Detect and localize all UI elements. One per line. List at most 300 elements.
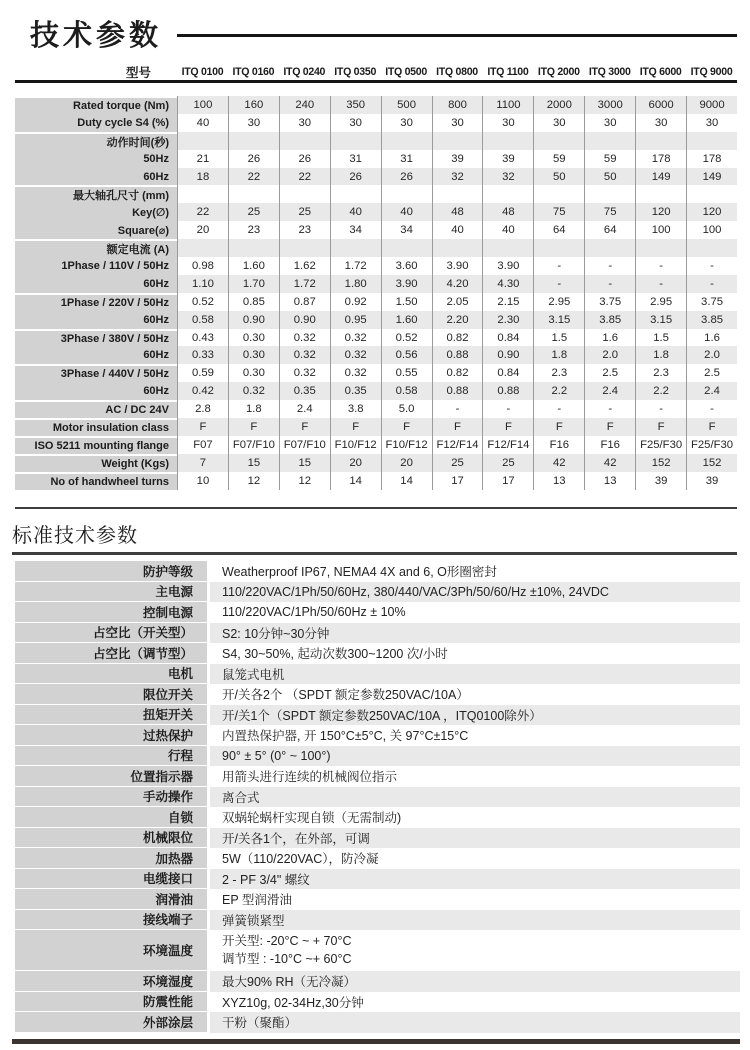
spec-value-cell: 42 <box>584 454 635 472</box>
spec-value-cell: 0.33 <box>177 346 228 364</box>
spec-table-row <box>15 418 737 436</box>
std-table-row <box>15 889 740 910</box>
spec-value-cell: 100 <box>635 221 686 239</box>
spec-value-cell: - <box>584 257 635 275</box>
spec-value-cell: 0.90 <box>228 311 279 329</box>
spec-table-row <box>15 257 737 275</box>
spec-value-cell: 30 <box>279 114 330 132</box>
spec-value-cell: 2000 <box>533 96 584 114</box>
spec-value-cell: 0.43 <box>177 329 228 347</box>
spec-row-label: 60Hz <box>15 311 177 329</box>
model-column-header: ITQ 3000 <box>588 66 631 78</box>
spec-value-cell: 0.90 <box>279 311 330 329</box>
spec-value-cell: 12 <box>228 472 279 490</box>
spec-value-cell: - <box>533 400 584 418</box>
page-title: 技术参数 <box>30 20 163 52</box>
spec-value-cell: 1.5 <box>635 329 686 347</box>
spec-value-cell: 2.2 <box>635 382 686 400</box>
spec-value-cell: 75 <box>533 203 584 221</box>
spec-value-cell <box>381 132 432 150</box>
std-table-row <box>15 971 740 992</box>
std-row-label: 防护等级 <box>15 561 207 582</box>
spec-value-cell: - <box>584 400 635 418</box>
spec-table-row <box>15 239 737 257</box>
spec-value-cell: 4.20 <box>432 275 483 293</box>
spec-value-cell: 30 <box>686 114 737 132</box>
spec-value-cell <box>177 132 228 150</box>
spec-value-cell: 15 <box>279 454 330 472</box>
spec-value-cell: 160 <box>228 96 279 114</box>
std-row-value: 弹簧锁紧型 <box>210 910 740 931</box>
spec-row-label: 1Phase / 220V / 50Hz <box>15 293 177 311</box>
model-column-header: ITQ 0100 <box>181 66 224 78</box>
spec-value-cell: F12/F14 <box>432 436 483 454</box>
spec-value-cell: 30 <box>533 114 584 132</box>
spec-value-cell: 1.72 <box>330 257 381 275</box>
spec-row-label: 60Hz <box>15 168 177 186</box>
std-row-label: 行程 <box>15 746 207 767</box>
section-title-rule <box>12 552 737 555</box>
spec-value-cell: 0.32 <box>228 382 279 400</box>
spec-value-cell: 1.8 <box>635 346 686 364</box>
spec-value-cell: 14 <box>330 472 381 490</box>
spec-value-cell: 75 <box>584 203 635 221</box>
std-table-row <box>15 930 740 971</box>
spec-value-cell: - <box>686 257 737 275</box>
spec-value-cell: F <box>432 418 483 436</box>
spec-value-cell <box>482 132 533 150</box>
std-row-value <box>210 930 740 971</box>
spec-value-cell: 120 <box>686 203 737 221</box>
spec-value-cell: F <box>330 418 381 436</box>
spec-value-cell: 3.60 <box>381 257 432 275</box>
spec-value-cell: 26 <box>330 168 381 186</box>
std-row-value: XYZ10g, 02-34Hz,30分钟 <box>222 995 364 1010</box>
spec-value-cell: 0.32 <box>279 329 330 347</box>
spec-value-cell: 1.80 <box>330 275 381 293</box>
spec-value-cell: 40 <box>330 203 381 221</box>
std-row-label: 自锁 <box>15 807 207 828</box>
spec-value-cell: 0.32 <box>330 364 381 382</box>
std-table-row <box>15 910 740 931</box>
model-column-header: ITQ 0350 <box>334 66 377 78</box>
std-row-label: 占空比（开关型） <box>15 623 207 644</box>
std-table-row <box>15 828 740 849</box>
spec-value-cell: - <box>584 275 635 293</box>
std-row-value: EP 型润滑油 <box>222 893 292 908</box>
spec-value-cell: 2.0 <box>686 346 737 364</box>
spec-table-row <box>15 311 737 329</box>
spec-value-cell <box>177 239 228 257</box>
spec-value-cell: 152 <box>686 454 737 472</box>
spec-value-cell: 50 <box>584 168 635 186</box>
spec-row-label: 50Hz <box>15 150 177 168</box>
spec-value-cell: 2.5 <box>686 364 737 382</box>
spec-value-cell: 30 <box>432 114 483 132</box>
spec-value-cell: 2.5 <box>584 364 635 382</box>
table-header-rule <box>15 80 737 83</box>
spec-value-cell <box>432 132 483 150</box>
spec-value-cell: 0.58 <box>381 382 432 400</box>
spec-value-cell: 2.2 <box>533 382 584 400</box>
std-row-value: 离合式 <box>210 787 740 808</box>
spec-value-cell: 39 <box>482 150 533 168</box>
spec-value-cell: 2.3 <box>533 364 584 382</box>
spec-row-label: 60Hz <box>15 346 177 364</box>
spec-value-cell: 0.87 <box>279 293 330 311</box>
spec-value-cell: 3.85 <box>686 311 737 329</box>
spec-value-cell: - <box>533 275 584 293</box>
std-row-value: 开/关1个（SPDT 额定参数250VAC/10A ，ITQ0100除外） <box>210 705 740 726</box>
spec-value-cell: - <box>686 400 737 418</box>
spec-value-cell: F10/F12 <box>381 436 432 454</box>
spec-value-cell: 500 <box>381 96 432 114</box>
spec-row-label: ISO 5211 mounting flange <box>15 436 177 454</box>
model-column-header: ITQ 0500 <box>385 66 427 78</box>
spec-value-cell: 40 <box>432 221 483 239</box>
spec-row-label: 3Phase / 440V / 50Hz <box>15 364 177 382</box>
model-column-header: ITQ 0160 <box>232 66 275 78</box>
spec-row-label: Motor insulation class <box>15 418 177 436</box>
spec-value-cell: 48 <box>482 203 533 221</box>
spec-value-cell: 25 <box>482 454 533 472</box>
spec-value-cell: F16 <box>533 436 584 454</box>
spec-value-cell: - <box>635 257 686 275</box>
spec-value-cell <box>330 239 381 257</box>
spec-value-cell: 9000 <box>686 96 737 114</box>
std-table-row <box>15 869 740 890</box>
std-row-value: Weatherproof IP67, NEMA4 4X and 6, O形圈密封 <box>222 565 497 580</box>
std-table-row <box>15 643 740 664</box>
spec-value-cell <box>330 185 381 203</box>
std-row-label: 环境温度 <box>15 930 207 971</box>
spec-table-row <box>15 275 737 293</box>
spec-value-cell: 3000 <box>584 96 635 114</box>
spec-value-cell: 20 <box>177 221 228 239</box>
spec-value-cell: 7 <box>177 454 228 472</box>
page-bottom-rule <box>12 1039 740 1044</box>
spec-value-cell: 23 <box>228 221 279 239</box>
std-row-label: 过热保护 <box>15 725 207 746</box>
spec-value-cell: F07/F10 <box>228 436 279 454</box>
std-table-row <box>15 992 740 1013</box>
spec-value-cell: F <box>482 418 533 436</box>
spec-value-cell: 15 <box>228 454 279 472</box>
spec-value-cell: 0.98 <box>177 257 228 275</box>
std-row-value: 用箭头进行连续的机械阀位指示 <box>222 770 398 785</box>
spec-value-cell: - <box>432 400 483 418</box>
std-table-row <box>15 1012 740 1033</box>
spec-value-cell: 31 <box>330 150 381 168</box>
spec-value-cell <box>279 132 330 150</box>
spec-value-cell: 1.5 <box>533 329 584 347</box>
spec-value-cell: 0.95 <box>330 311 381 329</box>
spec-value-cell: 2.4 <box>279 400 330 418</box>
spec-value-cell: 0.92 <box>330 293 381 311</box>
spec-value-cell: 0.58 <box>177 311 228 329</box>
spec-value-cell <box>279 239 330 257</box>
spec-value-cell: 26 <box>279 150 330 168</box>
std-row-value: 内置热保护器, 开 150°C±5°C, 关 97°C±15°C <box>222 729 469 744</box>
spec-value-cell: 2.3 <box>635 364 686 382</box>
spec-value-cell: 12 <box>279 472 330 490</box>
spec-value-cell <box>686 239 737 257</box>
spec-row-label: 额定电流 (A) <box>15 239 177 257</box>
spec-value-cell <box>228 185 279 203</box>
spec-table-row <box>15 185 737 203</box>
spec-value-cell: 1100 <box>482 96 533 114</box>
spec-value-cell: 2.20 <box>432 311 483 329</box>
spec-value-cell: 1.8 <box>228 400 279 418</box>
spec-value-cell: 40 <box>482 221 533 239</box>
spec-value-cell: F <box>381 418 432 436</box>
spec-row-label: No of handwheel turns <box>15 472 177 490</box>
spec-value-cell: 4.30 <box>482 275 533 293</box>
spec-row-label: 1Phase / 110V / 50Hz <box>15 257 177 275</box>
std-table-row <box>15 766 740 787</box>
spec-table-row <box>15 96 737 114</box>
spec-value-cell: 178 <box>635 150 686 168</box>
spec-value-cell: 59 <box>584 150 635 168</box>
spec-value-cell: 34 <box>330 221 381 239</box>
std-row-label: 主电源 <box>15 582 207 603</box>
spec-value-cell: 39 <box>635 472 686 490</box>
table-bottom-rule <box>15 507 737 509</box>
spec-value-cell: F07 <box>177 436 228 454</box>
spec-value-cell: 22 <box>228 168 279 186</box>
spec-value-cell: 2.05 <box>432 293 483 311</box>
spec-row-label: 3Phase / 380V / 50Hz <box>15 329 177 347</box>
spec-value-cell: 350 <box>330 96 381 114</box>
spec-value-cell: 0.85 <box>228 293 279 311</box>
spec-value-cell <box>228 239 279 257</box>
spec-value-cell: 30 <box>330 114 381 132</box>
spec-value-cell: 30 <box>381 114 432 132</box>
std-table-row <box>15 602 740 623</box>
spec-table-row <box>15 382 737 400</box>
model-column-header: ITQ 9000 <box>690 66 733 78</box>
spec-value-cell: 1.6 <box>584 329 635 347</box>
spec-value-cell: 18 <box>177 168 228 186</box>
spec-value-cell: 26 <box>381 168 432 186</box>
spec-value-cell: 0.32 <box>330 346 381 364</box>
spec-value-cell: 14 <box>381 472 432 490</box>
spec-value-cell: 0.55 <box>381 364 432 382</box>
spec-value-cell: 152 <box>635 454 686 472</box>
std-table-row <box>15 705 740 726</box>
spec-value-cell: 26 <box>228 150 279 168</box>
std-table-row <box>15 664 740 685</box>
std-row-value: 双蜗轮蜗杆实现自锁（无需制动) <box>222 811 402 826</box>
spec-value-cell: - <box>635 400 686 418</box>
std-table-row <box>15 848 740 869</box>
spec-value-cell: 800 <box>432 96 483 114</box>
spec-value-cell: 50 <box>533 168 584 186</box>
std-row-value: 开/关各1个，在外部，可调 <box>210 828 740 849</box>
std-row-value-line: 开关型: -20°C ~ + 70°C <box>222 934 352 948</box>
std-row-value: S2: 10分钟~30分钟 <box>210 623 740 644</box>
spec-value-cell <box>635 239 686 257</box>
spec-value-cell: 0.88 <box>482 382 533 400</box>
spec-value-cell <box>635 132 686 150</box>
spec-value-cell: 40 <box>381 203 432 221</box>
title-underline <box>177 34 737 37</box>
spec-value-cell: 0.82 <box>432 364 483 382</box>
spec-value-cell <box>533 239 584 257</box>
spec-value-cell: F25/F30 <box>686 436 737 454</box>
spec-value-cell: 59 <box>533 150 584 168</box>
spec-value-cell <box>482 185 533 203</box>
spec-value-cell: 1.70 <box>228 275 279 293</box>
spec-value-cell: 3.85 <box>584 311 635 329</box>
std-table-row <box>15 725 740 746</box>
spec-value-cell: F <box>228 418 279 436</box>
std-row-value: S4, 30~50%, 起动次数300~1200 次/小时 <box>222 647 448 662</box>
spec-table-row <box>15 203 737 221</box>
spec-value-cell: F <box>533 418 584 436</box>
std-table-row <box>15 582 740 603</box>
spec-value-cell: 0.52 <box>381 329 432 347</box>
model-column-header: ITQ 0800 <box>436 66 478 78</box>
spec-table-row <box>15 364 737 382</box>
std-row-value: 干粉（聚酯） <box>210 1012 740 1033</box>
spec-row-label: Duty cycle S4 (%) <box>15 114 177 132</box>
spec-value-cell: 1.10 <box>177 275 228 293</box>
spec-value-cell: 0.32 <box>330 329 381 347</box>
spec-value-cell <box>432 185 483 203</box>
spec-value-cell: 1.60 <box>228 257 279 275</box>
spec-value-cell: F07/F10 <box>279 436 330 454</box>
spec-value-cell: 1.72 <box>279 275 330 293</box>
spec-value-cell: 48 <box>432 203 483 221</box>
std-row-label: 电缆接口 <box>15 869 207 890</box>
spec-value-cell: 21 <box>177 150 228 168</box>
spec-row-label: Square(⌀) <box>15 221 177 239</box>
spec-row-label: 动作时间(秒) <box>15 132 177 150</box>
std-table-row <box>15 684 740 705</box>
spec-value-cell: 1.62 <box>279 257 330 275</box>
spec-value-cell: 17 <box>482 472 533 490</box>
spec-value-cell: 3.15 <box>533 311 584 329</box>
model-column-header: ITQ 1100 <box>487 66 529 78</box>
spec-value-cell <box>584 185 635 203</box>
std-row-label: 加热器 <box>15 848 207 869</box>
std-table-row <box>15 807 740 828</box>
std-table-row <box>15 746 740 767</box>
std-row-label: 防震性能 <box>15 992 207 1013</box>
spec-value-cell: 3.75 <box>686 293 737 311</box>
spec-value-cell: 0.32 <box>279 346 330 364</box>
spec-row-label: 最大轴孔尺寸 (mm) <box>15 185 177 203</box>
spec-value-cell <box>584 132 635 150</box>
spec-value-cell: 2.0 <box>584 346 635 364</box>
spec-value-cell: F <box>177 418 228 436</box>
spec-value-cell: 149 <box>635 168 686 186</box>
spec-value-cell: 25 <box>432 454 483 472</box>
spec-value-cell <box>381 185 432 203</box>
spec-value-cell <box>533 185 584 203</box>
model-column-header: ITQ 6000 <box>639 66 682 78</box>
spec-value-cell <box>482 239 533 257</box>
spec-table-row <box>15 400 737 418</box>
spec-value-cell: 0.59 <box>177 364 228 382</box>
spec-value-cell <box>177 185 228 203</box>
spec-value-cell: 100 <box>686 221 737 239</box>
spec-value-cell <box>635 185 686 203</box>
spec-value-cell: 240 <box>279 96 330 114</box>
spec-value-cell: 3.90 <box>482 257 533 275</box>
std-row-label: 接线端子 <box>15 910 207 931</box>
standard-spec-table <box>15 561 740 1033</box>
spec-value-cell <box>228 132 279 150</box>
spec-value-cell: 2.30 <box>482 311 533 329</box>
std-row-label: 手动操作 <box>15 787 207 808</box>
spec-value-cell: 0.30 <box>228 346 279 364</box>
std-row-label: 控制电源 <box>15 602 207 623</box>
spec-table-row <box>15 221 737 239</box>
spec-table-row <box>15 436 737 454</box>
spec-table <box>15 96 737 490</box>
spec-value-cell: 0.30 <box>228 364 279 382</box>
spec-table-row <box>15 150 737 168</box>
spec-row-label: Key(∅) <box>15 203 177 221</box>
spec-value-cell: F25/F30 <box>635 436 686 454</box>
spec-value-cell: 3.90 <box>432 257 483 275</box>
std-row-value: 110/220VAC/1Ph/50/60Hz ± 10% <box>222 605 406 620</box>
spec-value-cell: 178 <box>686 150 737 168</box>
spec-value-cell: 0.35 <box>330 382 381 400</box>
std-row-value: 90° ± 5° (0° ~ 100°) <box>210 746 740 767</box>
spec-value-cell: 0.84 <box>482 364 533 382</box>
std-row-label: 限位开关 <box>15 684 207 705</box>
spec-value-cell <box>432 239 483 257</box>
spec-value-cell: 0.90 <box>482 346 533 364</box>
spec-value-cell: 22 <box>279 168 330 186</box>
spec-value-cell: 30 <box>482 114 533 132</box>
spec-value-cell: 23 <box>279 221 330 239</box>
spec-table-row <box>15 114 737 132</box>
spec-value-cell: 2.95 <box>533 293 584 311</box>
std-row-label: 位置指示器 <box>15 766 207 787</box>
spec-row-label: 60Hz <box>15 382 177 400</box>
spec-value-cell: 25 <box>228 203 279 221</box>
spec-value-cell: 13 <box>584 472 635 490</box>
spec-value-cell: F <box>584 418 635 436</box>
spec-value-cell: 2.4 <box>584 382 635 400</box>
std-row-label: 机械限位 <box>15 828 207 849</box>
std-row-value: 5W（110/220VAC），防冷凝 <box>222 852 379 867</box>
spec-value-cell <box>330 132 381 150</box>
spec-table-row <box>15 346 737 364</box>
spec-value-cell: 17 <box>432 472 483 490</box>
spec-value-cell: 3.15 <box>635 311 686 329</box>
spec-value-cell <box>686 185 737 203</box>
spec-value-cell: F10/F12 <box>330 436 381 454</box>
spec-value-cell: 32 <box>432 168 483 186</box>
spec-value-cell: 64 <box>533 221 584 239</box>
spec-value-cell: - <box>686 275 737 293</box>
std-row-value: 开/关各2个 （SPDT 额定参数250VAC/10A） <box>222 688 469 703</box>
spec-value-cell <box>381 239 432 257</box>
spec-row-label: 60Hz <box>15 275 177 293</box>
spec-value-cell: 20 <box>330 454 381 472</box>
spec-row-label: AC / DC 24V <box>15 400 177 418</box>
spec-table-row <box>15 329 737 347</box>
spec-value-cell: 42 <box>533 454 584 472</box>
std-row-label: 润滑油 <box>15 889 207 910</box>
spec-value-cell: 1.6 <box>686 329 737 347</box>
spec-value-cell: 2.8 <box>177 400 228 418</box>
